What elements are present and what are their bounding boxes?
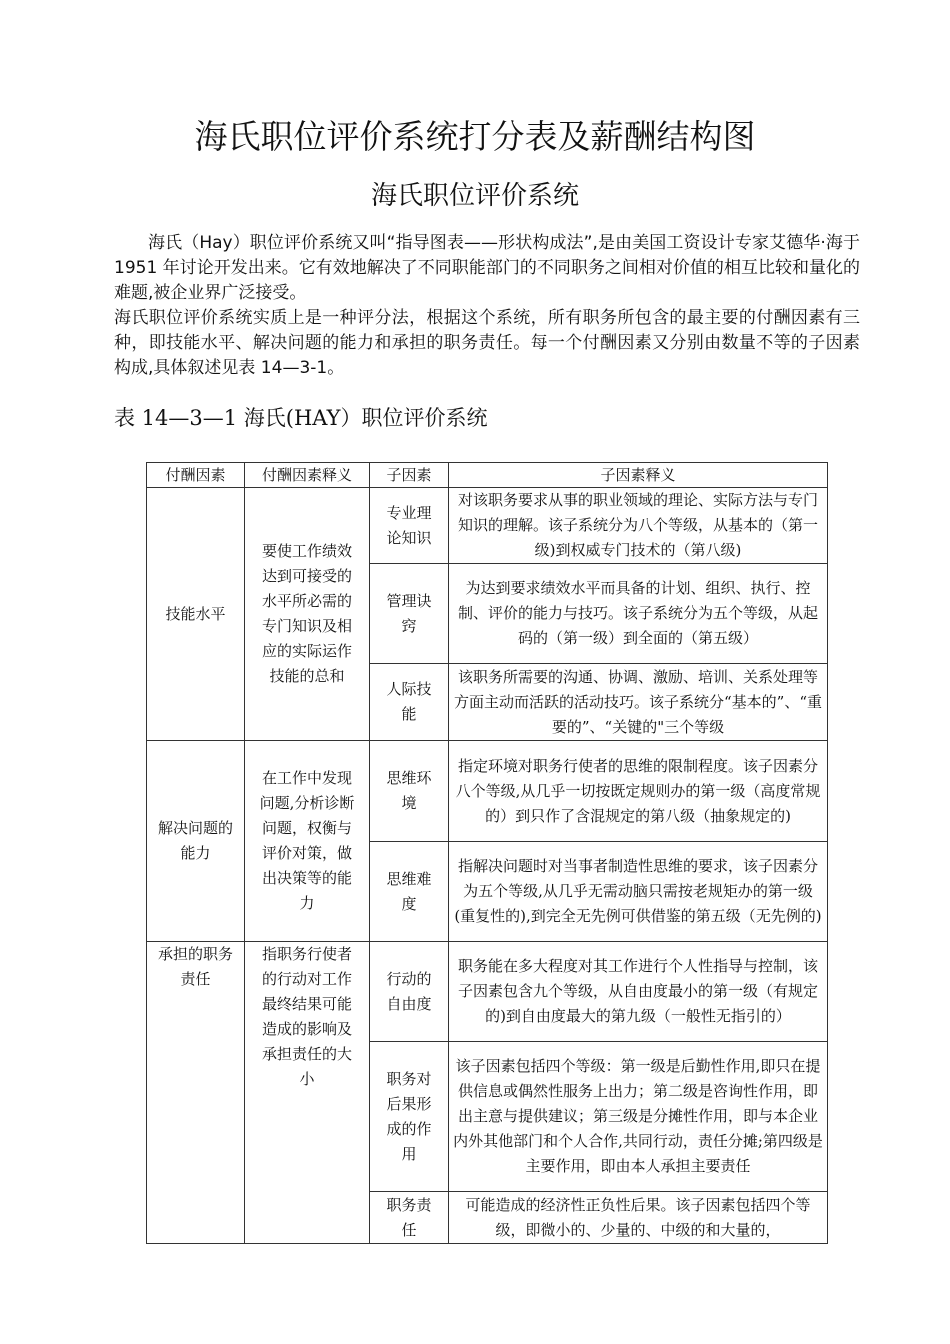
subfactor-cell: 思维环境: [370, 741, 449, 842]
subfactor-description-cell: 指定环境对职务行使者的思维的限制程度。该子因素分八个等级,从几乎一切按既定规则办的第一级（高度常规的）到只作了含混规定的第八级（抽象规定的): [449, 741, 828, 842]
table-header-row: [147, 463, 828, 488]
header-subfactor-explanation: 子因素释义: [449, 463, 828, 488]
subfactor-description-cell: 职务能在多大程度对其工作进行个人性指导与控制，该子因素包含九个等级，从自由度最小的第一级（有规定的)到自由度最大的第九级（一般性无指引的）: [449, 942, 828, 1042]
section-title: 海氏职位评价系统: [370, 181, 579, 211]
table-row: [147, 741, 828, 842]
subfactor-description-cell: 指解决问题时对当事者制造性思维的要求，该子因素分为五个等级,从几乎无需动脑只需按老规矩办的第一级(重复性的),到完全无先例可供借鉴的第五级（无先例的): [449, 842, 828, 942]
subfactor-cell: 人际技能: [370, 664, 449, 741]
subfactor-description-cell: 可能造成的经济性正负性后果。该子因素包括四个等级，即微小的、少量的、中级的和大量的，: [449, 1192, 828, 1244]
table-row: [147, 942, 828, 1042]
table-caption: 表 14—3—1 海氏(HAY）职位评价系统: [114, 406, 488, 430]
table-row: [147, 488, 828, 564]
header-factor: 付酬因素: [147, 463, 245, 488]
factor-cell: 解决问题的能力: [147, 741, 245, 942]
hay-evaluation-table: [146, 462, 828, 1244]
subfactor-cell: 职务责任: [370, 1192, 449, 1244]
header-subfactor: 子因素: [370, 463, 449, 488]
subfactor-cell: 专业理论知识: [370, 488, 449, 564]
system-paragraph: 海氏职位评价系统实质上是一种评分法，根据这个系统，所有职务所包含的最主要的付酬因素有三种，即技能水平、解决问题的能力和承担的职务责任。每一个付酬因素又分别由数量不等的子因素构成,具体叙述见表 14—3-1。: [114, 308, 860, 378]
document-title: 海氏职位评价系统打分表及薪酬结构图: [194, 117, 756, 156]
subfactor-description-cell: 该职务所需要的沟通、协调、激励、培训、关系处理等方面主动而活跃的活动技巧。该子系统分“基本的”、“重要的”、“关键的"三个等级: [449, 664, 828, 741]
subfactor-cell: 职务对后果形成的作用: [370, 1042, 449, 1192]
factor-cell: 技能水平: [147, 488, 245, 741]
subfactor-description-cell: 为达到要求绩效水平而具备的计划、组织、执行、控制、评价的能力与技巧。该子系统分为五个等级，从起码的（第一级）到全面的（第五级）: [449, 564, 828, 664]
factor-explanation-cell: 在工作中发现问题,分析诊断问题，权衡与评价对策，做出决策等的能力: [245, 741, 370, 942]
subfactor-description-cell: 该子因素包括四个等级：第一级是后勤性作用,即只在提供信息或偶然性服务上出力；第二级是咨询性作用，即出主意与提供建议；第三级是分摊性作用，即与本企业内外其他部门和个人合作,共同行动，责任分摊;第四级是主要作用，即由本人承担主要责任: [449, 1042, 828, 1192]
subfactor-cell: 思维难度: [370, 842, 449, 942]
factor-explanation-cell: 要使工作绩效达到可接受的水平所必需的专门知识及相应的实际运作技能的总和: [245, 488, 370, 741]
factor-explanation-cell: 指职务行使者的行动对工作最终结果可能造成的影响及承担责任的大小: [245, 942, 370, 1244]
subfactor-cell: 管理诀窍: [370, 564, 449, 664]
header-factor-explanation: 付酬因素释义: [245, 463, 370, 488]
intro-paragraph: 海氏（Hay）职位评价系统又叫“指导图表——形状构成法”,是由美国工资设计专家艾德华·海于 1951 年讨论开发出来。它有效地解决了不同职能部门的不同职务之间相对价值的相互比较和量化的难题,被企业界广泛接受。: [114, 233, 860, 303]
factor-cell: 承担的职务责任: [147, 942, 245, 1244]
subfactor-cell: 行动的自由度: [370, 942, 449, 1042]
subfactor-description-cell: 对该职务要求从事的职业领域的理论、实际方法与专门知识的理解。该子系统分为八个等级，从基本的（第一级)到权威专门技术的（第八级): [449, 488, 828, 564]
